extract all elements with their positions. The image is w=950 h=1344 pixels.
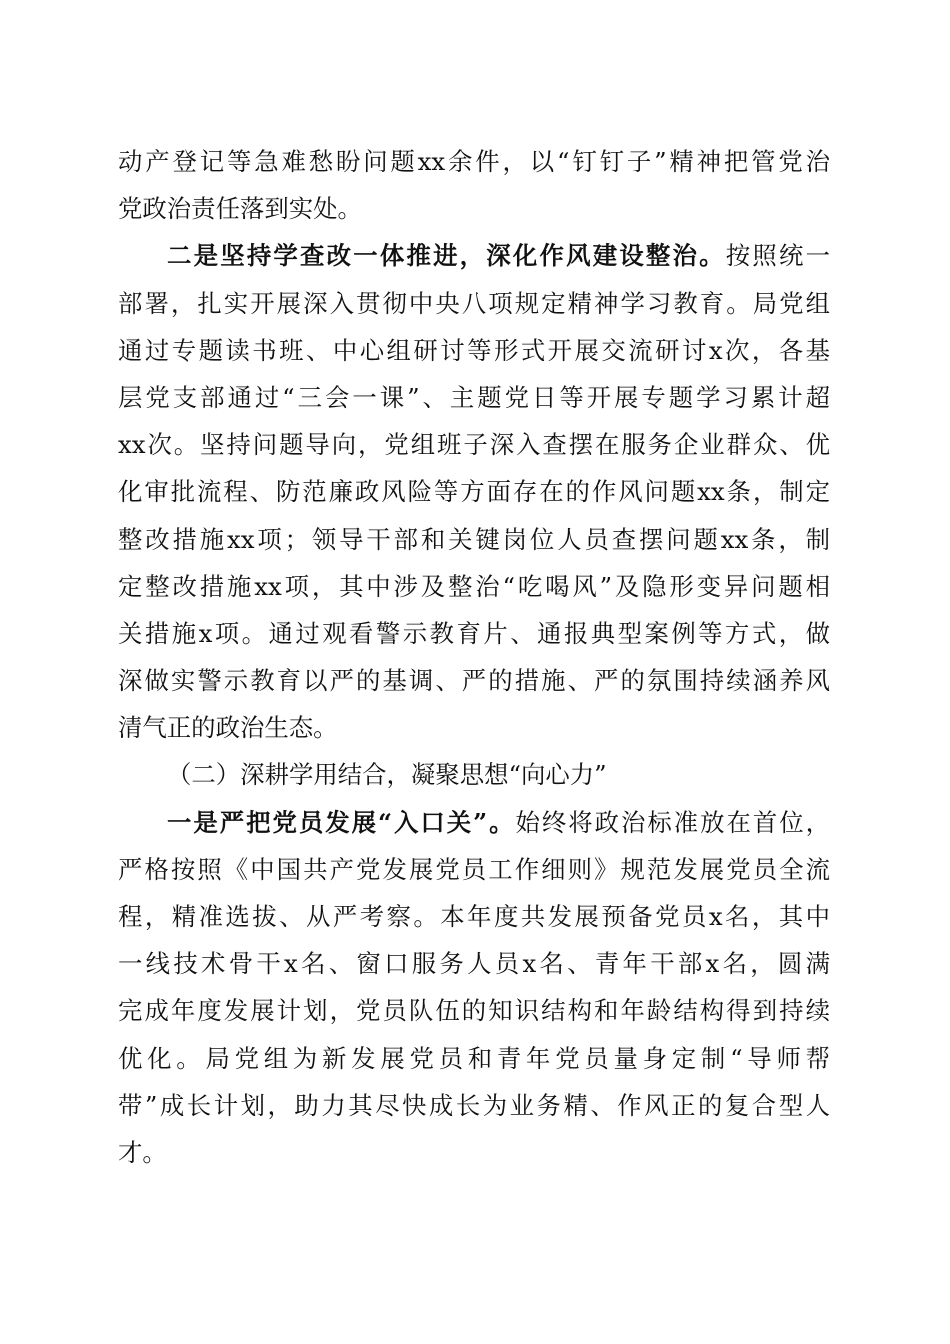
body-text-line: 完成年度发展计划，党员队伍的知识结构和年龄结构得到持续 (118, 996, 830, 1026)
body-text-line: 层党支部通过“三会一课”、主题党日等开展专题学习累计超 (118, 382, 830, 412)
body-text-line: 关措施x项。通过观看警示教育片、通报典型案例等方式，做 (118, 618, 830, 648)
body-text-line: 清气正的政治生态。 (118, 713, 338, 743)
body-text-line: 动产登记等急难愁盼问题xx余件，以“钉钉子”精神把管党治 (118, 147, 830, 176)
body-text-line: 才。 (118, 1137, 167, 1167)
body-text-line: 优化。局党组为新发展党员和青年党员量身定制“导师帮 (118, 1043, 830, 1073)
body-text-line: 整改措施xx项；领导干部和关键岗位人员查摆问题xx条，制 (118, 524, 830, 554)
body-text-line: 定整改措施xx项，其中涉及整治“吃喝风”及隐形变异问题相 (118, 571, 830, 601)
body-text-line: 严格按照《中国共产党发展党员工作细则》规范发展党员全流 (118, 854, 830, 884)
body-text-line: 一线技术骨干x名、窗口服务人员x名、青年干部x名，圆满 (118, 949, 830, 979)
paragraph-lead-heading: 一是严把党员发展“入口关”。 (167, 807, 516, 837)
section-heading: （二）深耕学用结合，凝聚思想“向心力” (167, 760, 607, 790)
document-page (118, 138, 830, 1176)
paragraph-first-line (118, 799, 830, 846)
paragraph-text: 始终将政治标准放在首位， (515, 807, 830, 837)
body-text-line: 化审批流程、防范廉政风险等方面存在的作风问题xx条，制定 (118, 477, 830, 507)
paragraph-lead-heading: 二是坚持学查改一体推进，深化作风建设整治。 (167, 241, 726, 271)
body-text-line: 深做实警示教育以严的基调、严的措施、严的氛围持续涵养风 (118, 666, 830, 696)
body-text-line: 程，精准选拔、从严考察。本年度共发展预备党员x名，其中 (118, 902, 830, 931)
body-text-line: 通过专题读书班、中心组研讨等形式开展交流研讨x次，各基 (118, 335, 830, 365)
body-text-line: xx次。坚持问题导向，党组班子深入查摆在服务企业群众、优 (118, 430, 830, 460)
paragraph-text: 按照统一 (725, 241, 830, 271)
body-text-line: 党政治责任落到实处。 (118, 194, 362, 224)
body-text-line: 部署，扎实开展深入贯彻中央八项规定精神学习教育。局党组 (118, 288, 830, 318)
paragraph-first-line (118, 232, 830, 279)
body-text-line: 带”成长计划，助力其尽快成长为业务精、作风正的复合型人 (118, 1090, 830, 1120)
